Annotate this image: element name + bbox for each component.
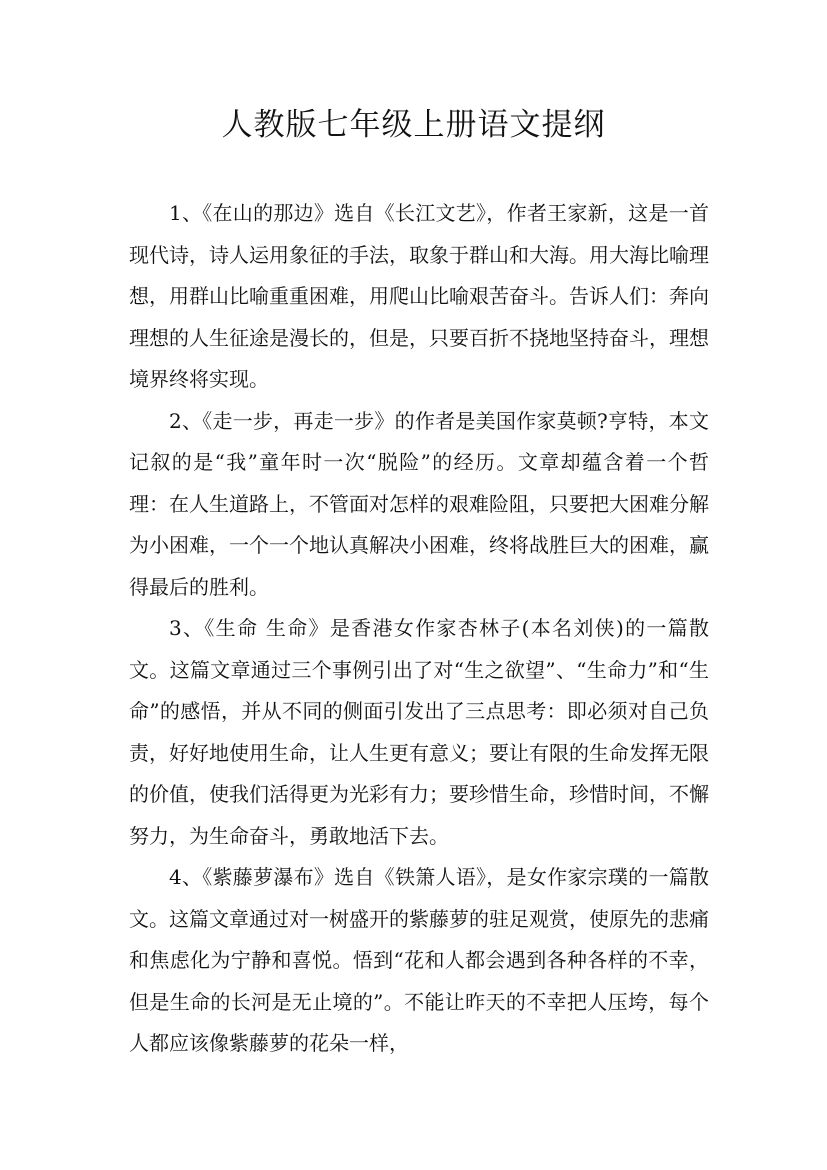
paragraph-1: 1、《在山的那边》选自《长江文艺》，作者王家新，这是一首现代诗，诗人运用象征的手法，取象于群山和大海。用大海比喻理想，用群山比喻重重困难，用爬山比喻艰苦奋斗。告诉人们：奔向理想的人生征途是漫长的，但是，只要百折不挠地坚持奋斗，理想境界终将实现。 — [129, 201, 709, 391]
document-body — [129, 193, 709, 1065]
page-title: 人教版七年级上册语文提纲 — [221, 107, 606, 143]
paragraph-4: 4、《紫藤萝瀑布》选自《铁箫人语》，是女作家宗璞的一篇散文。这篇文章通过对一树盛开的紫藤萝的驻足观赏，使原先的悲痛和焦虑化为宁静和喜悦。悟到“花和人都会遇到各种各样的不幸，但是生命的长河是无止境的”。不能让昨天的不幸把人压垮，每个人都应该像紫藤萝的花朵一样， — [129, 865, 709, 1055]
paragraph-3: 3、《生命 生命》是香港女作家杏林子(本名刘侠)的一篇散文。这篇文章通过三个事例引出了对“生之欲望”、“生命力”和“生命”的感悟，并从不同的侧面引发出了三点思考：即必须对自己负责，好好地使用生命，让人生更有意义；要让有限的生命发挥无限的价值，使我们活得更为光彩有力；要珍惜生命，珍惜时间，不懈努力，为生命奋斗，勇敢地活下去。 — [129, 616, 709, 848]
paragraph-2: 2、《走一步，再走一步》的作者是美国作家莫顿?亨特，本文记叙的是“我”童年时一次“脱险”的经历。文章却蕴含着一个哲理：在人生道路上，不管面对怎样的艰难险阻，只要把大困难分解为小困难，一个一个地认真解决小困难，终将战胜巨大的困难，赢得最后的胜利。 — [129, 408, 709, 599]
